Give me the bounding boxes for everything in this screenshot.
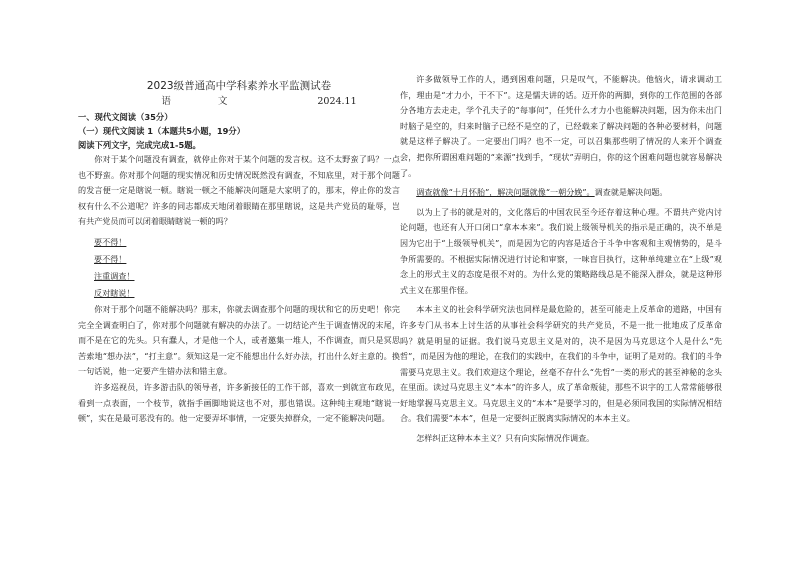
slogan: 反对瞎说！ bbox=[94, 287, 135, 298]
paragraph: 你对于某个问题没有调查，就停止你对于某个问题的发言权。这不太野蛮了吗？一点也不野蛮。你对那个问题的现实情况和历史情况既然没有调查，不知底里，对于那个问题的发言便一定是瞎说一顿。瞎说一顿之不能解决问题是大家明了的，那末，停止你的发言权有什么不公道呢？许多的同志都成天地闭着眼睛在那里瞎说，这是共产党员的耻辱，岂有共产党员而可以闭着眼睛瞎说一顿的吗？ bbox=[78, 154, 400, 227]
underlined-sentence: 调查就像“十月怀胎”，解决问题就像“一朝分娩”。 bbox=[416, 187, 595, 198]
paragraph: 怎样纠正这种本本主义？只有向实际情况作调查。 bbox=[416, 433, 595, 444]
left-column bbox=[78, 0, 400, 427]
right-column bbox=[400, 72, 722, 447]
slogan: 要不得！ bbox=[94, 236, 127, 247]
paragraph: 许多巡视员，许多游击队的领导者，许多新接任的工作干部，喜欢一到就宣布政见，看到一点表面，一个枝节，就指手画脚地说这也不对，那也错误。这种纯主观地“瞎说一顿”，实在是最可恶没有的。他一定要弄坏事情，一定要失掉群众，一定不能解决问题。 bbox=[78, 381, 400, 424]
reading-instruction: 阅读下列文字，完成完成1-5题。 bbox=[78, 140, 201, 150]
underlined-paragraph bbox=[400, 185, 722, 201]
section-heading: 一、现代文阅读（35分） bbox=[78, 112, 173, 122]
subject-line bbox=[118, 94, 400, 110]
exam-title: 2023级普通高中学科素养水平监测试卷 bbox=[146, 80, 332, 92]
paragraph: 许多做领导工作的人，遇到困难问题，只是叹气，不能解决。他恼火，请求调动工作，理由是“才力小，干不下”。这是懦夫讲的话。迈开你的两脚，到你的工作范围的各部分各地方去走走，学个孔夫子的“每事问”，任凭什么才力小也能解决问题，因为你未出门时脑子是空的，归来时脑子已经不是空的了，已经载来了解决问题的各种必要材料，问题就是这样子解决了。一定要出门吗？也不一定，可以召集那些明了情况的人来开个调查会，把你所谓困难问题的“来源”找到手，“现状”弄明白，你的这个困难问题也就容易解决了。 bbox=[400, 74, 722, 178]
paragraph: 你对于那个问题不能解决吗？那末，你就去调查那个问题的现状和它的历史吧！你完完全全调查明白了，你对那个问题就有解决的办法了。一切结论产生于调查情况的末尾，而不是在它的先头。只有蠢人，才是他一个人，或者邀集一堆人，不作调查，而只是冥思苦索地“想办法”，“打主意”。须知这是一定不能想出什么好办法，打出什么好主意的。换一句话说，他一定要产生错办法和错主意。 bbox=[78, 303, 400, 377]
slogan: 要不得！ bbox=[94, 253, 127, 264]
paragraph: 本本主义的社会科学研究法也同样是最危险的，甚至可能走上反革命的道路，中国有许多专门从书本上讨生活的从事社会科学研究的共产党员，不是一批一批地成了反革命吗？就是明显的证据。我们说马克思主义是对的，决不是因为马克思这个人是什么“先哲”，而是因为他的理论，在我们的实践中，在我们的斗争中，证明了是对的。我们的斗争需要马克思主义。我们欢迎这个理论，丝毫不存什么“先哲”一类的形式的甚至神秘的念头在里面。读过马克思主义“本本”的许多人，成了革命叛徒，那些不识字的工人常常能够很好地掌握马克思主义。马克思主义的“本本”是要学习的，但是必须同我国的实际情况相结合。我们需要“本本”，但是一定要纠正脱离实际情况的本本主义。 bbox=[400, 304, 722, 424]
sentence-tail: 调查就是解决问题。 bbox=[594, 187, 668, 198]
slogan: 注重调查！ bbox=[94, 270, 135, 281]
sub-section-heading: （一）现代文阅读 1（本题共5小题，19分） bbox=[78, 126, 246, 136]
exam-date: 2024.11 bbox=[317, 96, 357, 107]
subject-name: 语 文 bbox=[161, 96, 250, 107]
paragraph: 以为上了书的就是对的，文化落后的中国农民至今还存着这种心理。不谓共产党内讨论问题，也还有人开口闭口“拿本本来”。我们说上级领导机关的指示是正确的，决不单是因为它出于“上级领导机关”，而是因为它的内容是适合于斗争中客观和主观情势的，是斗争所需要的。不根据实际情况进行讨论和审察，一味盲目执行，这种单纯建立在“上级”观念上的形式主义的态度是很不对的。为什么党的策略路线总是不能深入群众，就是这种形式主义在那里作怪。 bbox=[400, 206, 722, 295]
